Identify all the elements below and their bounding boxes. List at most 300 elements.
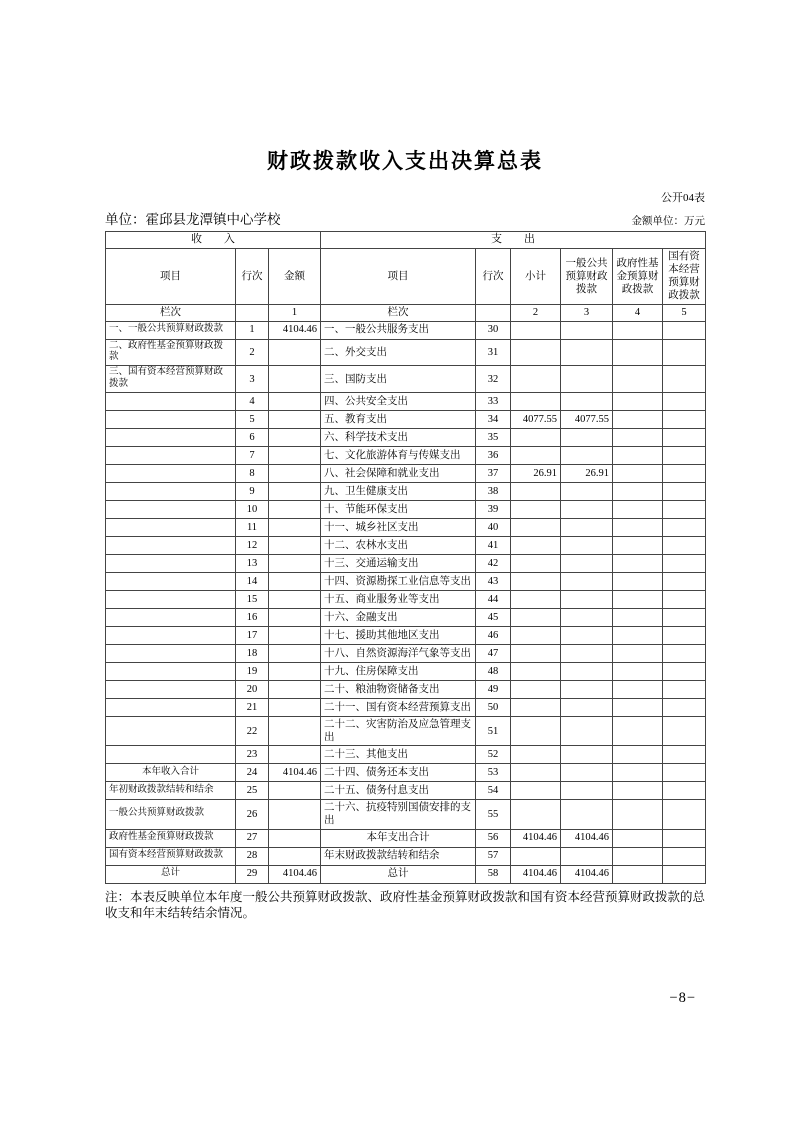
expense-subtotal-cell xyxy=(511,573,561,591)
table-row xyxy=(106,429,706,447)
expense-item-cell: 十、节能环保支出 xyxy=(321,501,476,519)
income-amount-cell xyxy=(269,746,321,764)
expense-line-cell: 51 xyxy=(476,717,511,746)
income-line-cell: 5 xyxy=(236,411,269,429)
expense-gov-fund-cell xyxy=(613,519,663,537)
expense-state-capital-cell xyxy=(663,411,706,429)
income-item-cell xyxy=(106,609,236,627)
col-expense-state-capital: 国有资本经营预算财政拨款 xyxy=(663,249,706,305)
expense-subtotal-cell xyxy=(511,782,561,800)
table-row xyxy=(106,555,706,573)
table-row xyxy=(106,411,706,429)
income-item-cell xyxy=(106,483,236,501)
expense-subtotal-cell xyxy=(511,800,561,829)
expense-general-budget-cell: 4077.55 xyxy=(561,411,613,429)
section-header-row xyxy=(106,232,706,249)
expense-line-cell: 45 xyxy=(476,609,511,627)
income-item-cell: 三、国有资本经营预算财政拨款 xyxy=(106,366,236,393)
income-line-cell: 23 xyxy=(236,746,269,764)
expense-item-cell: 五、教育支出 xyxy=(321,411,476,429)
expense-subtotal-cell xyxy=(511,591,561,609)
expense-general-budget-cell xyxy=(561,681,613,699)
income-line-cell: 27 xyxy=(236,829,269,847)
income-amount-cell xyxy=(269,573,321,591)
table-row xyxy=(106,800,706,829)
expense-gov-fund-cell xyxy=(613,627,663,645)
expense-item-cell: 二十五、债务付息支出 xyxy=(321,782,476,800)
expense-subtotal-cell xyxy=(511,483,561,501)
expense-subtotal-cell xyxy=(511,717,561,746)
income-amount-cell: 4104.46 xyxy=(269,865,321,883)
expense-state-capital-cell xyxy=(663,764,706,782)
col-income-amount: 金额 xyxy=(269,249,321,305)
expense-gov-fund-cell xyxy=(613,746,663,764)
unit-name: 单位：霍邱县龙潭镇中心学校 xyxy=(105,212,281,227)
income-line-cell: 18 xyxy=(236,645,269,663)
income-item-cell xyxy=(106,746,236,764)
table-row xyxy=(106,447,706,465)
column-header-row xyxy=(106,249,706,305)
expense-gov-fund-cell xyxy=(613,393,663,411)
expense-gov-fund-cell xyxy=(613,717,663,746)
expense-line-cell: 53 xyxy=(476,764,511,782)
expense-line-cell: 31 xyxy=(476,339,511,366)
income-item-cell: 二、政府性基金预算财政拨款 xyxy=(106,339,236,366)
unit-line xyxy=(105,208,705,228)
expense-item-cell: 年末财政拨款结转和结余 xyxy=(321,847,476,865)
expense-gov-fund-cell xyxy=(613,847,663,865)
expense-gov-fund-cell xyxy=(613,447,663,465)
expense-general-budget-cell xyxy=(561,782,613,800)
income-line-cell: 2 xyxy=(236,339,269,366)
expense-state-capital-cell xyxy=(663,847,706,865)
expense-state-capital-cell xyxy=(663,627,706,645)
income-line-cell: 4 xyxy=(236,393,269,411)
income-item-cell xyxy=(106,699,236,717)
income-amount-cell xyxy=(269,555,321,573)
table-row xyxy=(106,764,706,782)
expense-item-cell: 十五、商业服务业等支出 xyxy=(321,591,476,609)
table-row xyxy=(106,663,706,681)
expense-state-capital-cell xyxy=(663,573,706,591)
income-item-cell: 一般公共预算财政拨款 xyxy=(106,800,236,829)
lanci-label-right: 栏次 xyxy=(321,304,476,321)
lanci-num-2: 2 xyxy=(511,304,561,321)
income-item-cell xyxy=(106,447,236,465)
income-item-cell xyxy=(106,627,236,645)
col-expense-line: 行次 xyxy=(476,249,511,305)
expense-line-cell: 33 xyxy=(476,393,511,411)
income-item-cell xyxy=(106,555,236,573)
expense-general-budget-cell xyxy=(561,645,613,663)
expense-line-cell: 39 xyxy=(476,501,511,519)
expense-line-cell: 35 xyxy=(476,429,511,447)
lanci-num-4: 4 xyxy=(613,304,663,321)
expense-subtotal-cell xyxy=(511,764,561,782)
expense-state-capital-cell xyxy=(663,717,706,746)
income-line-cell: 16 xyxy=(236,609,269,627)
expense-item-cell: 总计 xyxy=(321,865,476,883)
income-amount-cell xyxy=(269,829,321,847)
expense-gov-fund-cell xyxy=(613,663,663,681)
expense-subtotal-cell xyxy=(511,429,561,447)
expense-state-capital-cell xyxy=(663,447,706,465)
expense-gov-fund-cell xyxy=(613,609,663,627)
col-income-line: 行次 xyxy=(236,249,269,305)
expense-item-cell: 二十一、国有资本经营预算支出 xyxy=(321,699,476,717)
income-line-cell: 11 xyxy=(236,519,269,537)
expense-line-cell: 32 xyxy=(476,366,511,393)
income-amount-cell xyxy=(269,591,321,609)
expense-item-cell: 十六、金融支出 xyxy=(321,609,476,627)
table-row xyxy=(106,465,706,483)
income-item-cell xyxy=(106,465,236,483)
expense-subtotal-cell xyxy=(511,645,561,663)
document-title: 财政拨款收入支出决算总表 xyxy=(267,149,543,173)
table-row xyxy=(106,519,706,537)
expense-state-capital-cell xyxy=(663,321,706,339)
income-amount-cell xyxy=(269,366,321,393)
expense-line-cell: 50 xyxy=(476,699,511,717)
table-row xyxy=(106,865,706,883)
expense-line-cell: 30 xyxy=(476,321,511,339)
income-item-cell: 总计 xyxy=(106,865,236,883)
expense-general-budget-cell: 26.91 xyxy=(561,465,613,483)
expense-general-budget-cell xyxy=(561,609,613,627)
expense-state-capital-cell xyxy=(663,829,706,847)
expense-general-budget-cell xyxy=(561,555,613,573)
expense-item-cell: 一、一般公共服务支出 xyxy=(321,321,476,339)
expense-general-budget-cell xyxy=(561,717,613,746)
expense-general-budget-cell xyxy=(561,764,613,782)
expense-item-cell: 七、文化旅游体育与传媒支出 xyxy=(321,447,476,465)
expense-general-budget-cell xyxy=(561,537,613,555)
income-line-cell: 10 xyxy=(236,501,269,519)
income-line-cell: 26 xyxy=(236,800,269,829)
income-amount-cell xyxy=(269,681,321,699)
expense-subtotal-cell xyxy=(511,393,561,411)
expense-subtotal-cell: 4104.46 xyxy=(511,865,561,883)
income-amount-cell xyxy=(269,483,321,501)
col-income-item: 项目 xyxy=(106,249,236,305)
income-amount-cell xyxy=(269,465,321,483)
expense-item-cell: 三、国防支出 xyxy=(321,366,476,393)
expense-state-capital-cell xyxy=(663,429,706,447)
table-row xyxy=(106,339,706,366)
income-item-cell xyxy=(106,537,236,555)
income-item-cell xyxy=(106,681,236,699)
expense-state-capital-cell xyxy=(663,339,706,366)
expense-line-cell: 46 xyxy=(476,627,511,645)
expense-gov-fund-cell xyxy=(613,764,663,782)
table-row xyxy=(106,681,706,699)
form-code: 公开04表 xyxy=(661,192,705,204)
expense-line-cell: 43 xyxy=(476,573,511,591)
income-item-cell: 政府性基金预算财政拨款 xyxy=(106,829,236,847)
income-amount-cell: 4104.46 xyxy=(269,321,321,339)
amount-unit-label: 金额单位：万元 xyxy=(631,216,705,227)
table-row xyxy=(106,782,706,800)
income-item-cell: 本年收入合计 xyxy=(106,764,236,782)
income-item-cell xyxy=(106,429,236,447)
table-row xyxy=(106,717,706,746)
income-amount-cell xyxy=(269,339,321,366)
expense-general-budget-cell xyxy=(561,663,613,681)
expense-gov-fund-cell xyxy=(613,699,663,717)
expense-line-cell: 57 xyxy=(476,847,511,865)
income-line-cell: 14 xyxy=(236,573,269,591)
expense-state-capital-cell xyxy=(663,609,706,627)
footnote: 注：本表反映单位本年度一般公共预算财政拨款、政府性基金预算财政拨款和国有资本经营预算财政拨款的总收支和年末结转结余情况。 xyxy=(105,889,706,921)
income-item-cell xyxy=(106,663,236,681)
income-amount-cell xyxy=(269,782,321,800)
table-row xyxy=(106,537,706,555)
expense-general-budget-cell xyxy=(561,699,613,717)
col-expense-gov-fund: 政府性基金预算财政拨款 xyxy=(613,249,663,305)
income-amount-cell xyxy=(269,537,321,555)
expense-item-cell: 十八、自然资源海洋气象等支出 xyxy=(321,645,476,663)
expense-state-capital-cell xyxy=(663,782,706,800)
expense-subtotal-cell xyxy=(511,366,561,393)
expense-subtotal-cell: 26.91 xyxy=(511,465,561,483)
income-line-cell: 20 xyxy=(236,681,269,699)
expense-general-budget-cell xyxy=(561,321,613,339)
expense-subtotal-cell xyxy=(511,537,561,555)
expense-line-cell: 38 xyxy=(476,483,511,501)
table-row xyxy=(106,501,706,519)
income-line-cell: 12 xyxy=(236,537,269,555)
lanci-label-left: 栏次 xyxy=(106,304,236,321)
income-line-cell: 3 xyxy=(236,366,269,393)
expense-item-cell: 六、科学技术支出 xyxy=(321,429,476,447)
expense-item-cell: 十三、交通运输支出 xyxy=(321,555,476,573)
expense-gov-fund-cell xyxy=(613,645,663,663)
expense-state-capital-cell xyxy=(663,366,706,393)
page-number: −8− xyxy=(669,990,696,1006)
income-line-cell: 24 xyxy=(236,764,269,782)
expense-subtotal-cell xyxy=(511,447,561,465)
expense-state-capital-cell xyxy=(663,591,706,609)
income-line-cell: 8 xyxy=(236,465,269,483)
income-item-cell xyxy=(106,519,236,537)
expense-subtotal-cell xyxy=(511,321,561,339)
expense-gov-fund-cell xyxy=(613,782,663,800)
expense-state-capital-cell xyxy=(663,746,706,764)
expense-gov-fund-cell xyxy=(613,366,663,393)
expense-general-budget-cell xyxy=(561,501,613,519)
expense-general-budget-cell: 4104.46 xyxy=(561,865,613,883)
expense-item-cell: 八、社会保障和就业支出 xyxy=(321,465,476,483)
expense-general-budget-cell xyxy=(561,800,613,829)
expense-state-capital-cell xyxy=(663,465,706,483)
expense-gov-fund-cell xyxy=(613,429,663,447)
expense-item-cell: 二十二、灾害防治及应急管理支出 xyxy=(321,717,476,746)
table-row xyxy=(106,591,706,609)
expense-line-cell: 41 xyxy=(476,537,511,555)
expense-subtotal-cell xyxy=(511,627,561,645)
expense-gov-fund-cell xyxy=(613,411,663,429)
expense-item-cell: 二十三、其他支出 xyxy=(321,746,476,764)
budget-table xyxy=(105,231,706,884)
expense-state-capital-cell xyxy=(663,681,706,699)
lanci-num-3: 3 xyxy=(561,304,613,321)
income-line-cell: 19 xyxy=(236,663,269,681)
income-amount-cell xyxy=(269,447,321,465)
income-item-cell xyxy=(106,501,236,519)
table-row xyxy=(106,393,706,411)
income-line-cell: 22 xyxy=(236,717,269,746)
expense-gov-fund-cell xyxy=(613,321,663,339)
expense-gov-fund-cell xyxy=(613,681,663,699)
expense-subtotal-cell: 4077.55 xyxy=(511,411,561,429)
expense-subtotal-cell: 4104.46 xyxy=(511,829,561,847)
expense-subtotal-cell xyxy=(511,519,561,537)
expense-item-cell: 二十、粮油物资储备支出 xyxy=(321,681,476,699)
expense-line-cell: 36 xyxy=(476,447,511,465)
expense-subtotal-cell xyxy=(511,847,561,865)
expense-subtotal-cell xyxy=(511,555,561,573)
expense-general-budget-cell xyxy=(561,366,613,393)
income-line-cell: 9 xyxy=(236,483,269,501)
expense-general-budget-cell xyxy=(561,447,613,465)
income-amount-cell xyxy=(269,645,321,663)
lanci-empty xyxy=(476,304,511,321)
expense-line-cell: 42 xyxy=(476,555,511,573)
income-amount-cell: 4104.46 xyxy=(269,764,321,782)
income-item-cell xyxy=(106,645,236,663)
table-row xyxy=(106,847,706,865)
income-amount-cell xyxy=(269,519,321,537)
income-item-cell: 一、一般公共预算财政拨款 xyxy=(106,321,236,339)
expense-line-cell: 52 xyxy=(476,746,511,764)
table-row xyxy=(106,321,706,339)
table-row xyxy=(106,645,706,663)
income-amount-cell xyxy=(269,800,321,829)
expense-line-cell: 54 xyxy=(476,782,511,800)
expense-subtotal-cell xyxy=(511,609,561,627)
expense-item-cell: 十四、资源勘探工业信息等支出 xyxy=(321,573,476,591)
expense-item-cell: 二十四、债务还本支出 xyxy=(321,764,476,782)
expense-subtotal-cell xyxy=(511,663,561,681)
expense-state-capital-cell xyxy=(663,537,706,555)
income-amount-cell xyxy=(269,847,321,865)
expense-general-budget-cell xyxy=(561,627,613,645)
income-line-cell: 7 xyxy=(236,447,269,465)
expense-subtotal-cell xyxy=(511,501,561,519)
table-row xyxy=(106,699,706,717)
expense-general-budget-cell xyxy=(561,573,613,591)
income-amount-cell xyxy=(269,663,321,681)
expense-general-budget-cell: 4104.46 xyxy=(561,829,613,847)
expense-line-cell: 40 xyxy=(476,519,511,537)
table-row xyxy=(106,483,706,501)
expense-state-capital-cell xyxy=(663,393,706,411)
income-amount-cell xyxy=(269,699,321,717)
income-line-cell: 21 xyxy=(236,699,269,717)
income-line-cell: 15 xyxy=(236,591,269,609)
expense-gov-fund-cell xyxy=(613,800,663,829)
expense-gov-fund-cell xyxy=(613,339,663,366)
expense-gov-fund-cell xyxy=(613,501,663,519)
expense-gov-fund-cell xyxy=(613,555,663,573)
expense-state-capital-cell xyxy=(663,865,706,883)
income-item-cell xyxy=(106,717,236,746)
col-expense-item: 项目 xyxy=(321,249,476,305)
expense-state-capital-cell xyxy=(663,645,706,663)
income-amount-cell xyxy=(269,717,321,746)
income-line-cell: 25 xyxy=(236,782,269,800)
expense-item-cell: 九、卫生健康支出 xyxy=(321,483,476,501)
lanci-empty xyxy=(236,304,269,321)
expense-item-cell: 十一、城乡社区支出 xyxy=(321,519,476,537)
expense-line-cell: 44 xyxy=(476,591,511,609)
income-item-cell xyxy=(106,393,236,411)
income-section-header: 收 入 xyxy=(106,232,321,249)
expense-state-capital-cell xyxy=(663,483,706,501)
expense-state-capital-cell xyxy=(663,800,706,829)
expense-gov-fund-cell xyxy=(613,865,663,883)
expense-subtotal-cell xyxy=(511,746,561,764)
income-amount-cell xyxy=(269,501,321,519)
table-row xyxy=(106,829,706,847)
expense-state-capital-cell xyxy=(663,699,706,717)
expense-item-cell: 十二、农林水支出 xyxy=(321,537,476,555)
income-line-cell: 29 xyxy=(236,865,269,883)
table-row xyxy=(106,366,706,393)
income-line-cell: 17 xyxy=(236,627,269,645)
expense-gov-fund-cell xyxy=(613,573,663,591)
table-row xyxy=(106,573,706,591)
income-line-cell: 13 xyxy=(236,555,269,573)
expense-general-budget-cell xyxy=(561,519,613,537)
expense-general-budget-cell xyxy=(561,746,613,764)
col-expense-subtotal: 小计 xyxy=(511,249,561,305)
expense-state-capital-cell xyxy=(663,501,706,519)
expense-line-cell: 55 xyxy=(476,800,511,829)
expense-state-capital-cell xyxy=(663,555,706,573)
expense-state-capital-cell xyxy=(663,519,706,537)
expense-general-budget-cell xyxy=(561,429,613,447)
expense-general-budget-cell xyxy=(561,339,613,366)
expense-gov-fund-cell xyxy=(613,483,663,501)
income-item-cell: 年初财政拨款结转和结余 xyxy=(106,782,236,800)
expense-item-cell: 十七、援助其他地区支出 xyxy=(321,627,476,645)
expense-gov-fund-cell xyxy=(613,591,663,609)
expense-line-cell: 47 xyxy=(476,645,511,663)
income-line-cell: 1 xyxy=(236,321,269,339)
income-amount-cell xyxy=(269,393,321,411)
expense-item-cell: 二十六、抗疫特别国债安排的支出 xyxy=(321,800,476,829)
expense-general-budget-cell xyxy=(561,591,613,609)
income-amount-cell xyxy=(269,609,321,627)
expense-item-cell: 本年支出合计 xyxy=(321,829,476,847)
expense-general-budget-cell xyxy=(561,393,613,411)
column-number-row xyxy=(106,304,706,321)
income-line-cell: 28 xyxy=(236,847,269,865)
expense-line-cell: 56 xyxy=(476,829,511,847)
expense-general-budget-cell xyxy=(561,483,613,501)
expense-item-cell: 十九、住房保障支出 xyxy=(321,663,476,681)
expense-line-cell: 58 xyxy=(476,865,511,883)
income-line-cell: 6 xyxy=(236,429,269,447)
expense-general-budget-cell xyxy=(561,847,613,865)
expense-subtotal-cell xyxy=(511,681,561,699)
table-row xyxy=(106,746,706,764)
expense-state-capital-cell xyxy=(663,663,706,681)
expense-item-cell: 四、公共安全支出 xyxy=(321,393,476,411)
expense-line-cell: 34 xyxy=(476,411,511,429)
income-item-cell xyxy=(106,411,236,429)
